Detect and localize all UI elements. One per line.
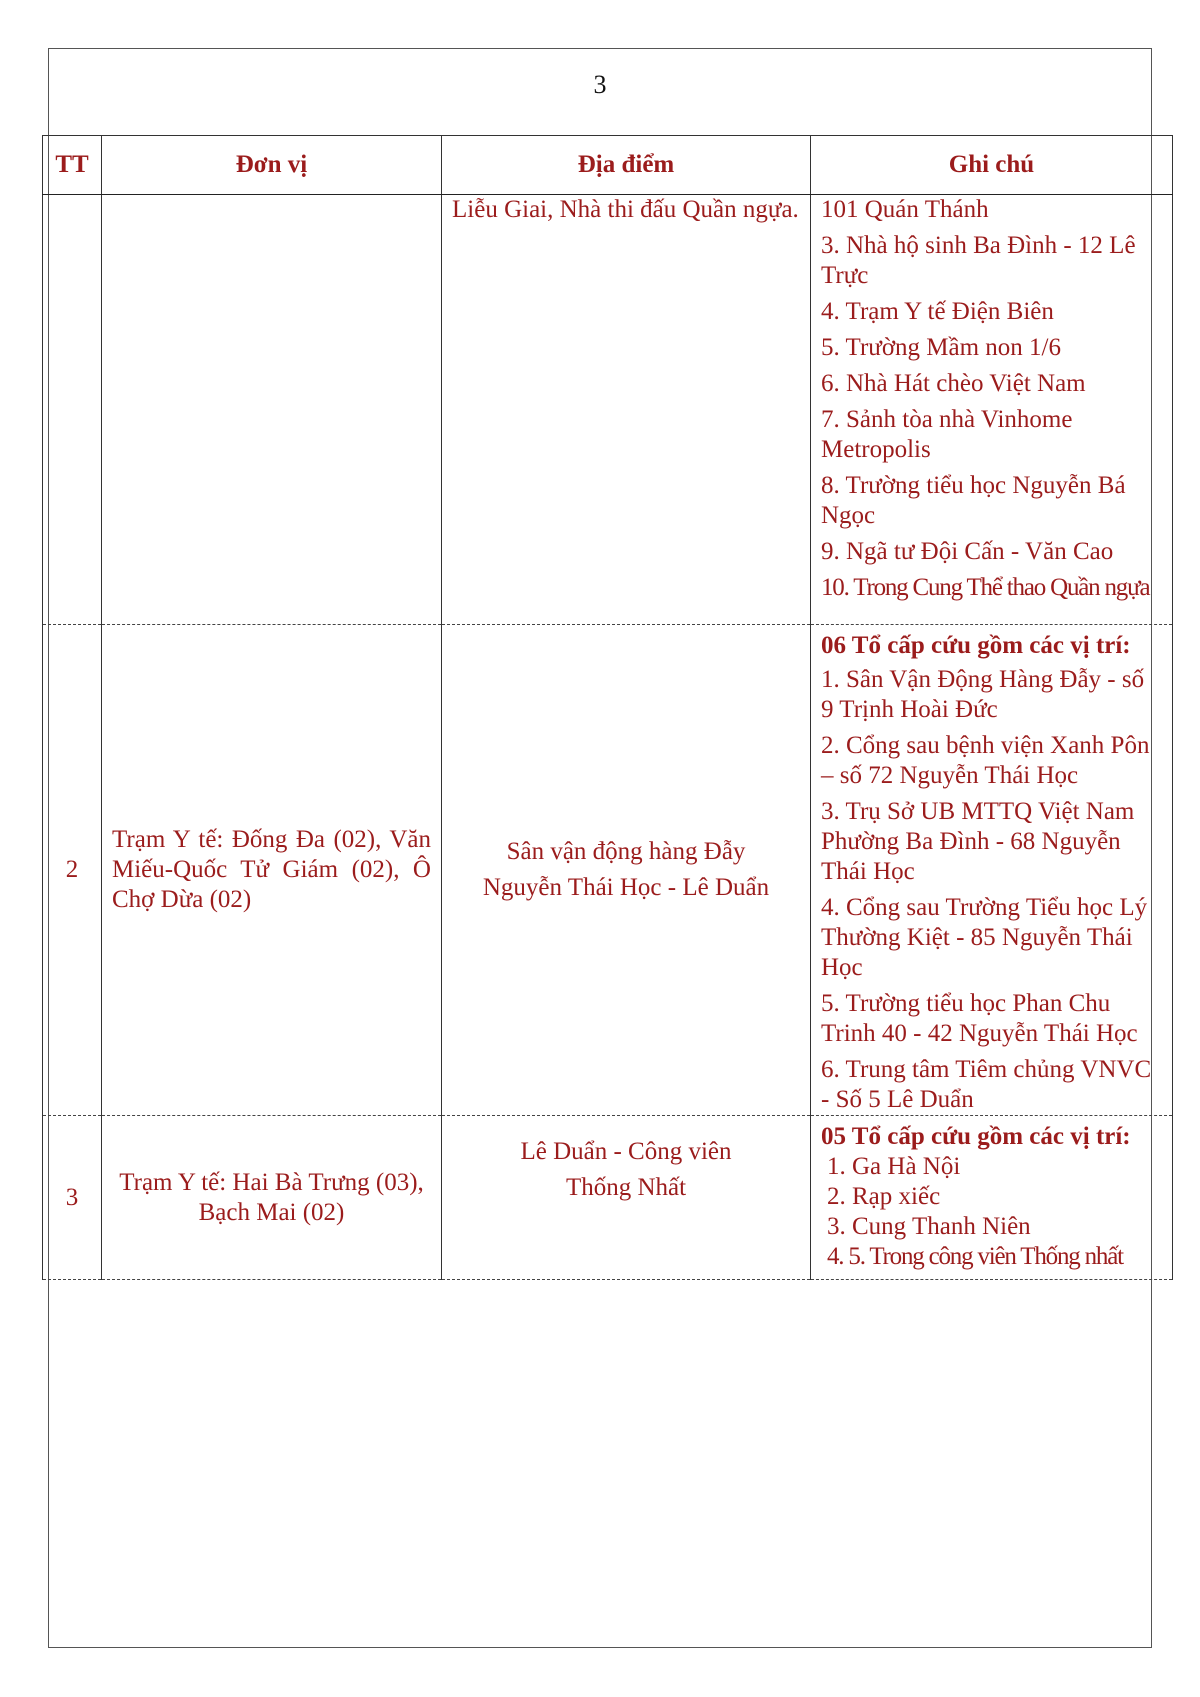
list-item: 4. Trạm Y tế Điện Biên	[821, 298, 1054, 325]
row3-tt: 3	[43, 1116, 102, 1280]
row3-unit-line1: Trạm Y tế: Hai Bà Trưng (03),	[119, 1168, 424, 1196]
table-row	[43, 1116, 1173, 1280]
list-item: 4. 5. Trong công viên Thống nhất	[827, 1243, 1123, 1270]
row3-notes	[811, 1116, 1173, 1280]
row3-place-line1: Lê Duẩn - Công viên	[520, 1138, 732, 1165]
row1-place	[442, 195, 811, 625]
list-item: 101 Quán Thánh	[821, 196, 989, 223]
row2-place	[442, 625, 811, 1116]
row2-note-heading: 06 Tổ cấp cứu gồm các vị trí:	[821, 632, 1131, 659]
row3-place	[442, 1116, 811, 1280]
row2-place-line2: Nguyễn Thái Học - Lê Duẩn	[482, 874, 770, 901]
list-item: 1. Sân Vận Động Hàng Đẫy - số 9 Trịnh Hoài Đức	[821, 666, 1145, 723]
list-item: 3. Nhà hộ sinh Ba Đình - 12 Lê Trực	[821, 232, 1136, 289]
list-item: 5. Trường tiểu học Phan Chu Trinh 40 - 42 Nguyễn Thái Học	[821, 990, 1138, 1047]
header-unit: Đơn vị	[102, 136, 442, 195]
page-number: 3	[593, 70, 607, 99]
row2-place-line1: Sân vận động hàng Đẫy	[506, 838, 746, 865]
row2-notes	[811, 625, 1173, 1116]
row3-unit-line2: Bạch Mai (02)	[198, 1198, 345, 1226]
list-item: 6. Nhà Hát chèo Việt Nam	[821, 370, 1086, 397]
list-item: 2. Cổng sau bệnh viện Xanh Pôn – số 72 Nguyễn Thái Học	[821, 732, 1150, 789]
header-note: Ghi chú	[811, 136, 1173, 195]
row2-tt: 2	[43, 625, 102, 1116]
list-item: 8. Trường tiểu học Nguyễn Bá Ngọc	[821, 472, 1126, 529]
header-tt: TT	[43, 136, 102, 195]
list-item: 1. Ga Hà Nội	[827, 1153, 961, 1180]
emergency-table	[42, 135, 1173, 1280]
list-item: 6. Trung tâm Tiêm chủng VNVC - Số 5 Lê Duẩn	[821, 1056, 1152, 1113]
row1-notes	[811, 195, 1173, 625]
list-item: 10. Trong Cung Thể thao Quần ngựa	[821, 574, 1150, 601]
list-item: 9. Ngã tư Đội Cấn - Văn Cao	[821, 538, 1114, 565]
list-item: 5. Trường Mầm non 1/6	[821, 334, 1062, 361]
row3-place-line2: Thống Nhất	[565, 1174, 687, 1201]
row3-unit	[102, 1116, 442, 1280]
table-row	[43, 195, 1173, 625]
row1-tt	[43, 195, 102, 625]
table-header-row	[43, 136, 1173, 195]
row3-note-heading: 05 Tổ cấp cứu gồm các vị trí:	[821, 1123, 1131, 1150]
list-item: 2. Rạp xiếc	[827, 1183, 941, 1210]
list-item: 4. Cổng sau Trường Tiểu học Lý Thường Kiệt - 85 Nguyễn Thái Học	[821, 894, 1148, 981]
list-item: 3. Trụ Sở UB MTTQ Việt Nam Phường Ba Đình - 68 Nguyễn Thái Học	[821, 798, 1135, 885]
header-place: Địa điểm	[442, 136, 811, 195]
row1-place-text: Liễu Giai, Nhà thi đấu Quần ngựa.	[452, 196, 799, 223]
table-row	[43, 625, 1173, 1116]
list-item: 3. Cung Thanh Niên	[827, 1213, 1031, 1240]
list-item: 7. Sảnh tòa nhà Vinhome Metropolis	[821, 406, 1073, 463]
row1-unit	[102, 195, 442, 625]
row2-unit: Trạm Y tế: Đống Đa (02), Văn Miếu-Quốc Tử Giám (02), Ô Chợ Dừa (02)	[102, 625, 442, 1116]
